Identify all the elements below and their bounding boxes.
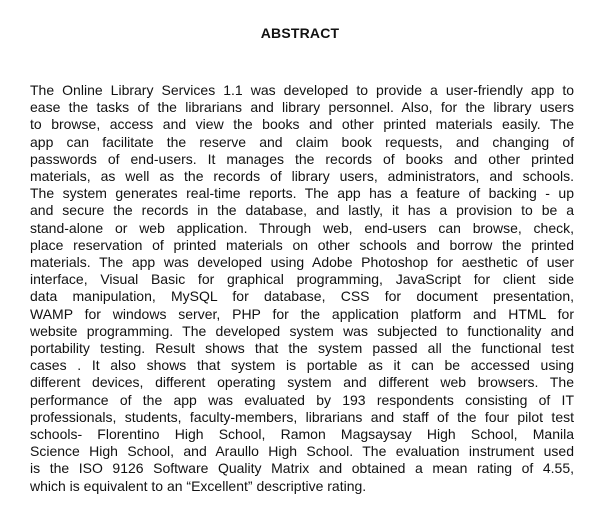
abstract-line: WAMP for windows server, PHP for the application platform and HTML for	[30, 305, 574, 322]
abstract-line: is the ISO 9126 Software Quality Matrix and obtained a mean rating of 4.55,	[30, 460, 574, 477]
abstract-line: interface, Visual Basic for graphical programming, JavaScript for client side	[30, 271, 574, 288]
abstract-line: place reservation of printed materials on other schools and borrow the printed	[30, 236, 574, 253]
abstract-line: schools- Florentino High School, Ramon Magsaysay High School, Manila	[30, 426, 574, 443]
abstract-line: performance of the app was evaluated by 193 respondents consisting of IT	[30, 391, 574, 408]
abstract-line: different devices, different operating system and different web browsers. The	[30, 374, 574, 391]
abstract-line: app can facilitate the reserve and claim book requests, and changing of	[30, 133, 574, 150]
abstract-title: ABSTRACT	[260, 25, 340, 41]
abstract-line: and secure the records in the database, and lastly, it has a provision to be a	[30, 202, 574, 219]
abstract-line: website programming. The developed system was subjected to functionality and	[30, 322, 574, 339]
abstract-line: which is equivalent to an “Excellent” descriptive rating.	[30, 477, 367, 494]
abstract-line: The system generates real-time reports. The app has a feature of backing - up	[30, 185, 574, 202]
abstract-line: data manipulation, MySQL for database, CSS for document presentation,	[30, 288, 574, 305]
abstract-line: cases . It also shows that system is portable as it can be accessed using	[30, 357, 574, 374]
abstract-line: materials, as well as the records of library users, administrators, and schools.	[30, 168, 574, 185]
abstract-line: portability testing. Result shows that the system passed all the functional test	[30, 340, 574, 357]
abstract-line: Science High School, and Araullo High School. The evaluation instrument used	[30, 443, 574, 460]
abstract-body	[30, 82, 574, 495]
abstract-line: ease the tasks of the librarians and library personnel. Also, for the library users	[30, 99, 574, 116]
abstract-line: to browse, access and view the books and other printed materials easily. The	[30, 116, 574, 133]
abstract-line: stand-alone or web application. Through web, end-users can browse, check,	[30, 219, 574, 236]
abstract-line: materials. The app was developed using Adobe Photoshop for aesthetic of user	[30, 254, 574, 271]
abstract-line: The Online Library Services 1.1 was developed to provide a user-friendly app to	[30, 82, 574, 98]
abstract-line: professionals, students, faculty-members, librarians and staff of the four pilot test	[30, 408, 574, 425]
abstract-line: passwords of end-users. It manages the records of books and other printed	[30, 150, 574, 167]
